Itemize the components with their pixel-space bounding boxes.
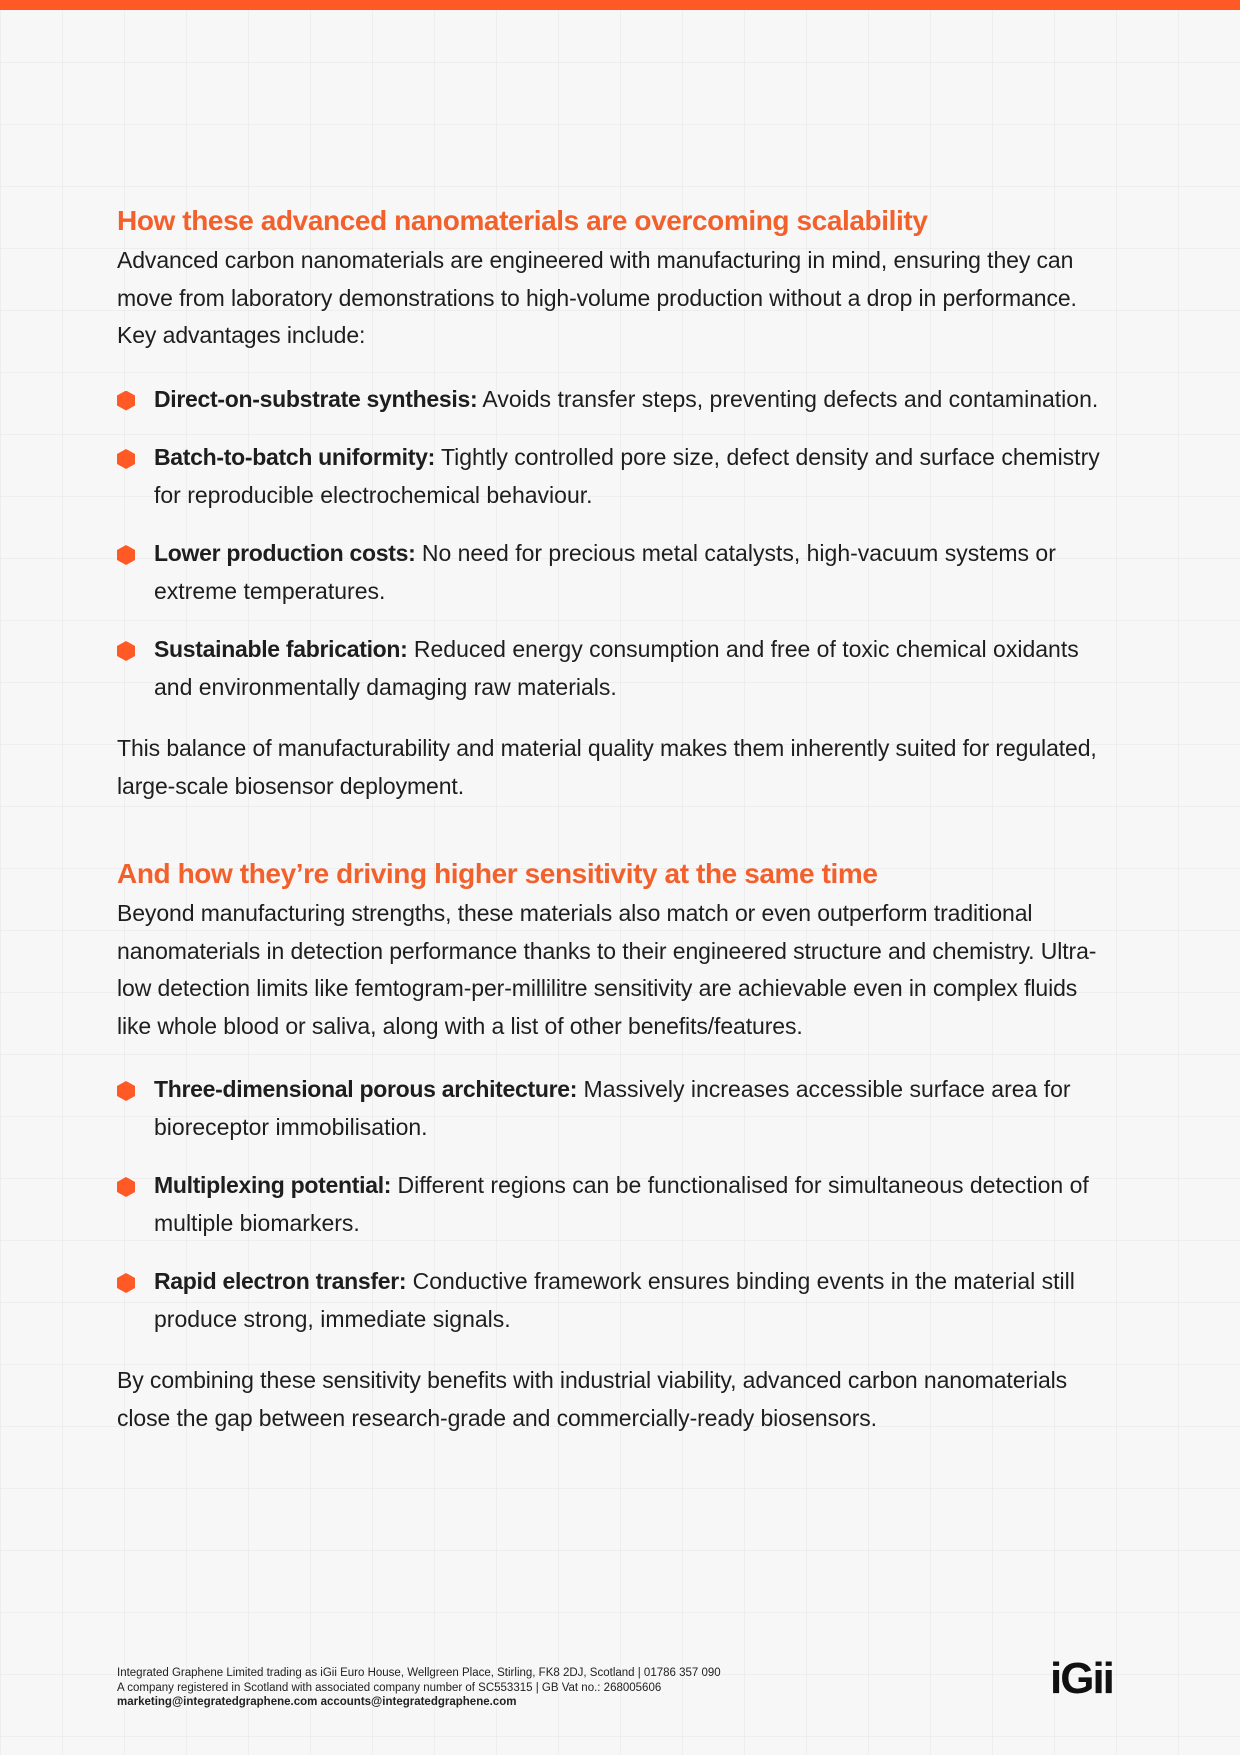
- section1-intro: Advanced carbon nanomaterials are engineered with manufacturing in mind, ensuring they can move from laboratory demonstrations to high-volume production without a drop in performance. Key advantages include:: [117, 247, 1077, 348]
- hexagon-bullet-icon: [117, 545, 135, 565]
- bullet-text: Avoids transfer steps, preventing defects and contamination.: [477, 385, 1099, 412]
- bullet-text: Tightly controlled pore size, defect density and surface chemistry for reproducible electrochemical behaviour.: [154, 444, 1100, 508]
- bullet-text: Different regions can be functionalised for simultaneous detection of multiple biomarkers.: [154, 1172, 1089, 1236]
- list-item: [117, 381, 1117, 419]
- section1-heading: How these advanced nanomaterials are overcoming scalability: [117, 205, 928, 236]
- top-accent-bar: [0, 0, 1240, 10]
- bullet-text: No need for precious metal catalysts, high-vacuum systems or extreme temperatures.: [154, 540, 1056, 604]
- section2-bullet-list: [117, 1071, 1117, 1338]
- bullet-text: Reduced energy consumption and free of toxic chemical oxidants and environmentally damaging raw materials.: [154, 636, 1079, 700]
- list-item: [117, 535, 1117, 610]
- page-content: [117, 200, 1117, 1437]
- igii-logo: iGii: [1050, 1654, 1113, 1703]
- hexagon-bullet-icon: [117, 391, 135, 411]
- list-item: [117, 1167, 1117, 1242]
- footer-address-line: Integrated Graphene Limited trading as iGii Euro House, Wellgreen Place, Stirling, FK8 2DJ, Scotland | 01786 357 090: [117, 1667, 721, 1679]
- footer-registration-line: A company registered in Scotland with associated company number of SC553315 | GB Vat no.: 268005606: [117, 1681, 662, 1694]
- list-item: [117, 1071, 1117, 1146]
- bullet-title: Batch-to-batch uniformity:: [154, 444, 435, 470]
- footer-company-info: [117, 1666, 721, 1710]
- bullet-title: Lower production costs:: [154, 540, 416, 566]
- hexagon-bullet-icon: [117, 1273, 135, 1293]
- bullet-title: Multiplexing potential:: [154, 1172, 392, 1198]
- list-item: [117, 1263, 1117, 1338]
- hexagon-bullet-icon: [117, 641, 135, 661]
- section2-heading: And how they’re driving higher sensitivity at the same time: [117, 858, 878, 889]
- footer-emails[interactable]: marketing@integratedgraphene.com accounts@integratedgraphene.com: [117, 1696, 517, 1708]
- section1-bullet-list: [117, 381, 1117, 707]
- section1-closing: This balance of manufacturability and material quality makes them inherently suited for regulated, large-scale biosensor deployment.: [117, 735, 1097, 799]
- bullet-text: Conductive framework ensures binding events in the material still produce strong, immediate signals.: [154, 1268, 1075, 1332]
- bullet-title: Rapid electron transfer:: [154, 1268, 407, 1294]
- bullet-title: Three-dimensional porous architecture:: [154, 1076, 578, 1102]
- bullet-text: Massively increases accessible surface area for bioreceptor immobilisation.: [154, 1076, 1071, 1140]
- bullet-title: Direct-on-substrate synthesis:: [154, 385, 478, 412]
- hexagon-bullet-icon: [117, 1177, 135, 1197]
- section2-intro: Beyond manufacturing strengths, these materials also match or even outperform traditional nanomaterials in detection performance thanks to their engineered structure and chemistry. Ultra-low detection limits like femtogram-per-millilitre sensitivity are achievable even in complex fluids like whole blood or saliva, along with a list of other benefits/features.: [117, 900, 1097, 1039]
- section2-closing: By combining these sensitivity benefits with industrial viability, advanced carbon nanomaterials close the gap between research-grade and commercially-ready biosensors.: [117, 1367, 1068, 1431]
- hexagon-bullet-icon: [117, 449, 135, 469]
- hexagon-bullet-icon: [117, 1081, 135, 1101]
- list-item: [117, 439, 1117, 514]
- bullet-title: Sustainable fabrication:: [154, 636, 408, 662]
- list-item: [117, 631, 1117, 706]
